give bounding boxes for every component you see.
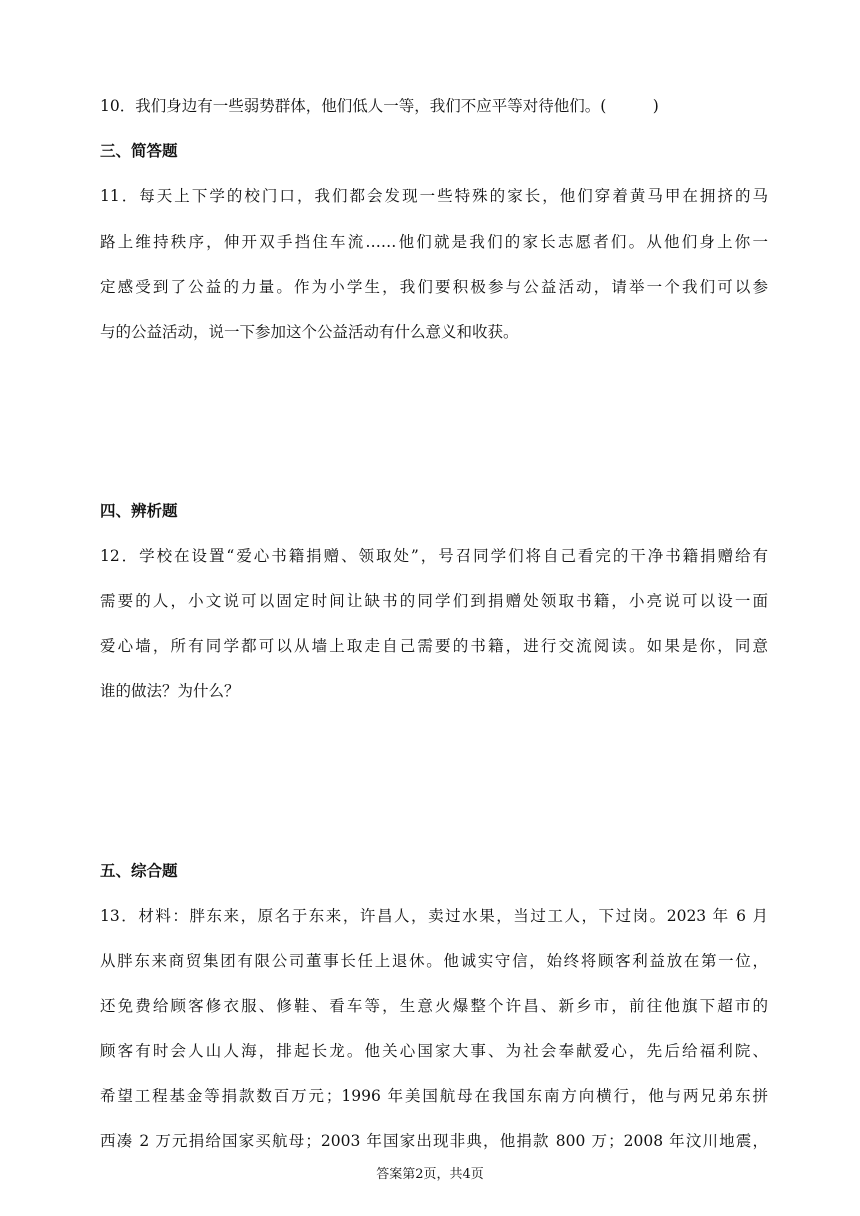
question-13-line-1: 13．材料：胖东来，原名于东来，许昌人，卖过水果，当过工人，下过岗。2023 年 6 月: [100, 907, 768, 925]
question-13-line-5: 希望工程基金等捐款数百万元；1996 年美国航母在我国东南方向横行，他与两兄弟东拼: [100, 1087, 768, 1105]
question-11-line-4: 与的公益活动，说一下参加这个公益活动有什么意义和收获。: [100, 323, 519, 341]
question-10: 10．我们身边有一些弱势群体，他们低人一等，我们不应平等对待他们。( ): [100, 97, 659, 115]
question-12-line-1: 12．学校在设置“爱心书籍捐赠、领取处”，号召同学们将自己看完的干净书籍捐赠给有: [100, 547, 768, 565]
question-12-line-2: 需要的人，小文说可以固定时间让缺书的同学们到捐赠处领取书籍，小亮说可以设一面: [100, 592, 768, 610]
question-11-line-1: 11．每天上下学的校门口，我们都会发现一些特殊的家长，他们穿着黄马甲在拥挤的马: [100, 187, 768, 205]
section-heading-analysis: 四、辨析题: [100, 502, 178, 520]
question-13-line-6: 西凑 2 万元捐给国家买航母；2003 年国家出现非典，他捐款 800 万；2008 年汶川地震，: [100, 1132, 768, 1150]
section-heading-short-answer: 三、简答题: [100, 142, 178, 160]
question-11-line-2: 路上维持秩序，伸开双手挡住车流……他们就是我们的家长志愿者们。从他们身上你一: [100, 233, 768, 251]
question-12-line-4: 谁的做法？为什么？: [100, 682, 240, 700]
section-heading-comprehensive: 五、综合题: [100, 862, 178, 880]
question-13-line-4: 顾客有时会人山人海，排起长龙。他关心国家大事、为社会奉献爱心，先后给福利院、: [100, 1042, 768, 1060]
question-12-line-3: 爱心墙，所有同学都可以从墙上取走自己需要的书籍，进行交流阅读。如果是你，同意: [100, 637, 768, 655]
question-11-line-3: 定感受到了公益的力量。作为小学生，我们要积极参与公益活动，请举一个我们可以参: [100, 278, 768, 296]
question-13-line-3: 还免费给顾客修衣服、修鞋、看车等，生意火爆整个许昌、新乡市，前往他旗下超市的: [100, 997, 768, 1015]
page-footer: 答案第2页，共4页: [376, 1167, 484, 1182]
question-13-line-2: 从胖东来商贸集团有限公司董事长任上退休。他诚实守信，始终将顾客利益放在第一位，: [100, 952, 768, 970]
